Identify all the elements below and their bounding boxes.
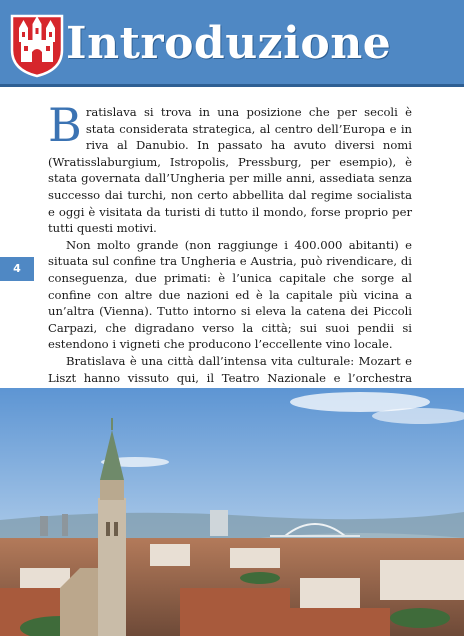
paragraph-text: ratislava si trova in una posizione che per secoli è stata considerata strategica, al centro dell’Europa e in riva al Danubio. In passato ha avuto diversi nomi (Wratisslaburgium, Istropolis, Pressburg, per esempio), è stata governata dall’Ungheria per mille anni, assediata senza successo dai turchi, non certo abbellita dal regime socialista e oggi è visitata da turisti di tutto il mondo, forse proprio per tutti questi motivi. bbox=[48, 105, 412, 236]
city-skyline-photo bbox=[0, 388, 464, 636]
page-title: Introduzione bbox=[66, 18, 392, 69]
drop-cap: B bbox=[48, 98, 82, 152]
paragraph: Bratislava è una città dall’intensa vita culturale: Mozart e Liszt hanno vissuto qui, il Teatro Nazionale e l’orchestra bbox=[48, 353, 412, 385]
article-body bbox=[48, 98, 412, 403]
paragraph: Non molto grande (non raggiunge i 400.000 abitanti) e situata sul confine tra Ungheria e Austria, può rivendicare, di conseguenza, due primati: è l’unica capitale che sorge al confine con altre due nazioni ed è la capitale più vicina a un’altra (Vienna). Tutto intorno si eleva la catena dei Piccoli Carpazi, che digradano verso la città; sui suoi pendii si estendono i vigneti che producono l’eccellente vino locale. bbox=[48, 237, 412, 352]
bratislava-coat-of-arms-icon bbox=[10, 14, 64, 78]
paragraph bbox=[48, 98, 412, 237]
page-number: 4 bbox=[0, 257, 34, 281]
header-stripe bbox=[0, 84, 464, 87]
